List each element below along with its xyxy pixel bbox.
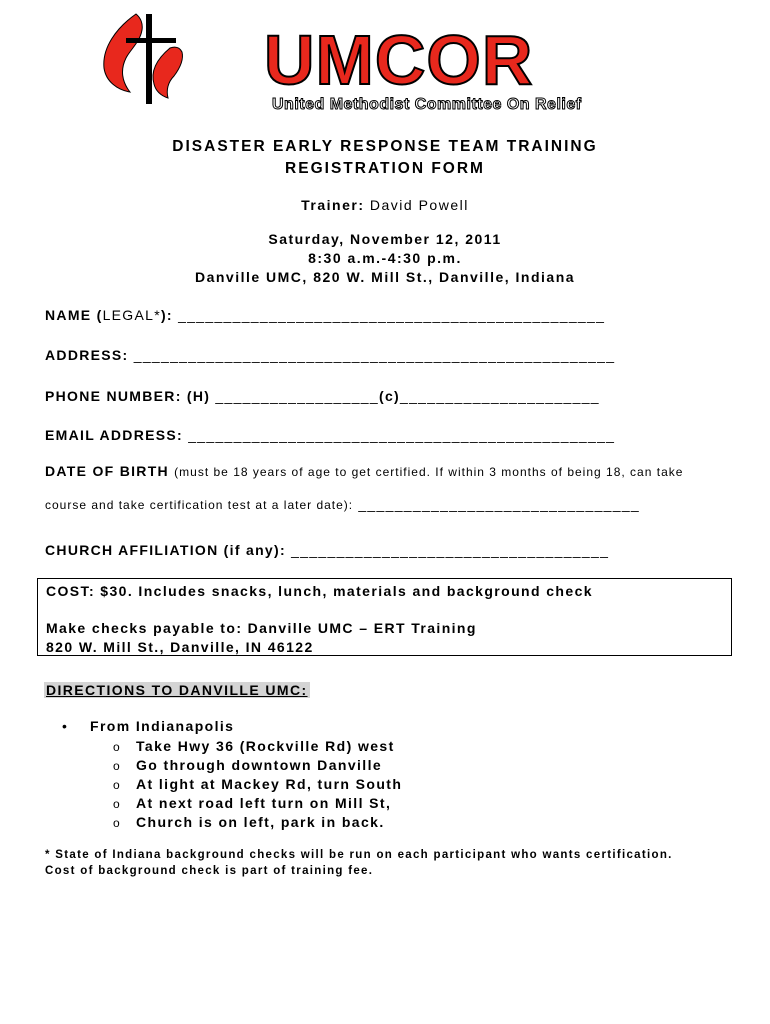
- cost-text: COST: $30. Includes snacks, lunch, materials and background check: [46, 583, 593, 599]
- email-field[interactable]: [45, 427, 615, 443]
- form-title-line1: DISASTER EARLY RESPONSE TEAM TRAINING: [172, 138, 598, 155]
- phone-home-blank[interactable]: __________________: [215, 388, 379, 404]
- name-label-close: ):: [160, 307, 173, 323]
- umcor-logo: [96, 8, 616, 112]
- phone-cell-label: (c): [378, 388, 400, 404]
- cost-box: [37, 578, 732, 656]
- direction-step: Go through downtown Danville: [136, 757, 383, 773]
- name-label: NAME (: [45, 307, 103, 323]
- logo-wordmark: UMCOR: [264, 21, 534, 99]
- dob-field: [45, 463, 683, 479]
- circle-bullet-icon: o: [113, 759, 120, 773]
- footnote-line2: Cost of background check is part of training fee.: [45, 865, 374, 877]
- circle-bullet-icon: o: [113, 740, 120, 754]
- footnote-line1: * State of Indiana background checks will be run on each participant who wants certification.: [45, 849, 673, 861]
- trainer-label: Trainer:: [301, 197, 365, 213]
- bullet-dot-icon: •: [62, 718, 67, 734]
- phone-cell-blank[interactable]: ______________________: [400, 388, 600, 404]
- dob-blank[interactable]: _______________________________: [358, 496, 641, 512]
- church-field[interactable]: [45, 542, 609, 558]
- name-legal: LEGAL*: [102, 307, 161, 323]
- dob-note-line1: (must be 18 years of age to get certified. If within 3 months of being 18, can take: [174, 465, 684, 479]
- address-label: ADDRESS:: [45, 347, 129, 363]
- event-date: Saturday, November 12, 2011: [268, 231, 502, 247]
- name-blank[interactable]: _______________________________________________: [178, 307, 606, 323]
- directions-heading: DIRECTIONS TO DANVILLE UMC:: [46, 682, 308, 698]
- direction-step: At next road left turn on Mill St,: [136, 795, 392, 811]
- church-label: CHURCH AFFILIATION (if any):: [45, 542, 286, 558]
- email-blank[interactable]: _______________________________________________: [188, 427, 616, 443]
- direction-step: Take Hwy 36 (Rockville Rd) west: [136, 738, 395, 754]
- direction-step: Church is on left, park in back.: [136, 814, 385, 830]
- directions-from: From Indianapolis: [90, 718, 235, 734]
- trainer-line: [0, 197, 770, 213]
- direction-step: At light at Mackey Rd, turn South: [136, 776, 403, 792]
- mailing-address-text: 820 W. Mill St., Danville, IN 46122: [46, 639, 314, 655]
- circle-bullet-icon: o: [113, 797, 120, 811]
- trainer-name: David Powell: [369, 197, 469, 213]
- circle-bullet-icon: o: [113, 778, 120, 792]
- circle-bullet-icon: o: [113, 816, 120, 830]
- phone-label: PHONE NUMBER: (H): [45, 388, 211, 404]
- logo-subtitle: United Methodist Committee On Relief: [272, 96, 582, 113]
- address-blank[interactable]: _____________________________________________________: [133, 347, 616, 363]
- church-blank[interactable]: ___________________________________: [291, 542, 610, 558]
- email-label: EMAIL ADDRESS:: [45, 427, 183, 443]
- event-location: Danville UMC, 820 W. Mill St., Danville, Indiana: [194, 269, 576, 285]
- checks-payable-text: Make checks payable to: Danville UMC – ERT Training: [46, 620, 477, 636]
- address-field[interactable]: [45, 347, 615, 363]
- cross-and-flame-icon: [96, 8, 276, 112]
- dob-note-line2: course and take certification test at a later date):: [45, 498, 354, 512]
- name-field[interactable]: [45, 307, 605, 323]
- form-title-line2: REGISTRATION FORM: [285, 160, 485, 177]
- dob-label: DATE OF BIRTH: [45, 463, 169, 479]
- dob-field-line2[interactable]: [45, 496, 640, 512]
- phone-field[interactable]: [45, 388, 600, 404]
- event-time: 8:30 a.m.-4:30 p.m.: [308, 250, 462, 266]
